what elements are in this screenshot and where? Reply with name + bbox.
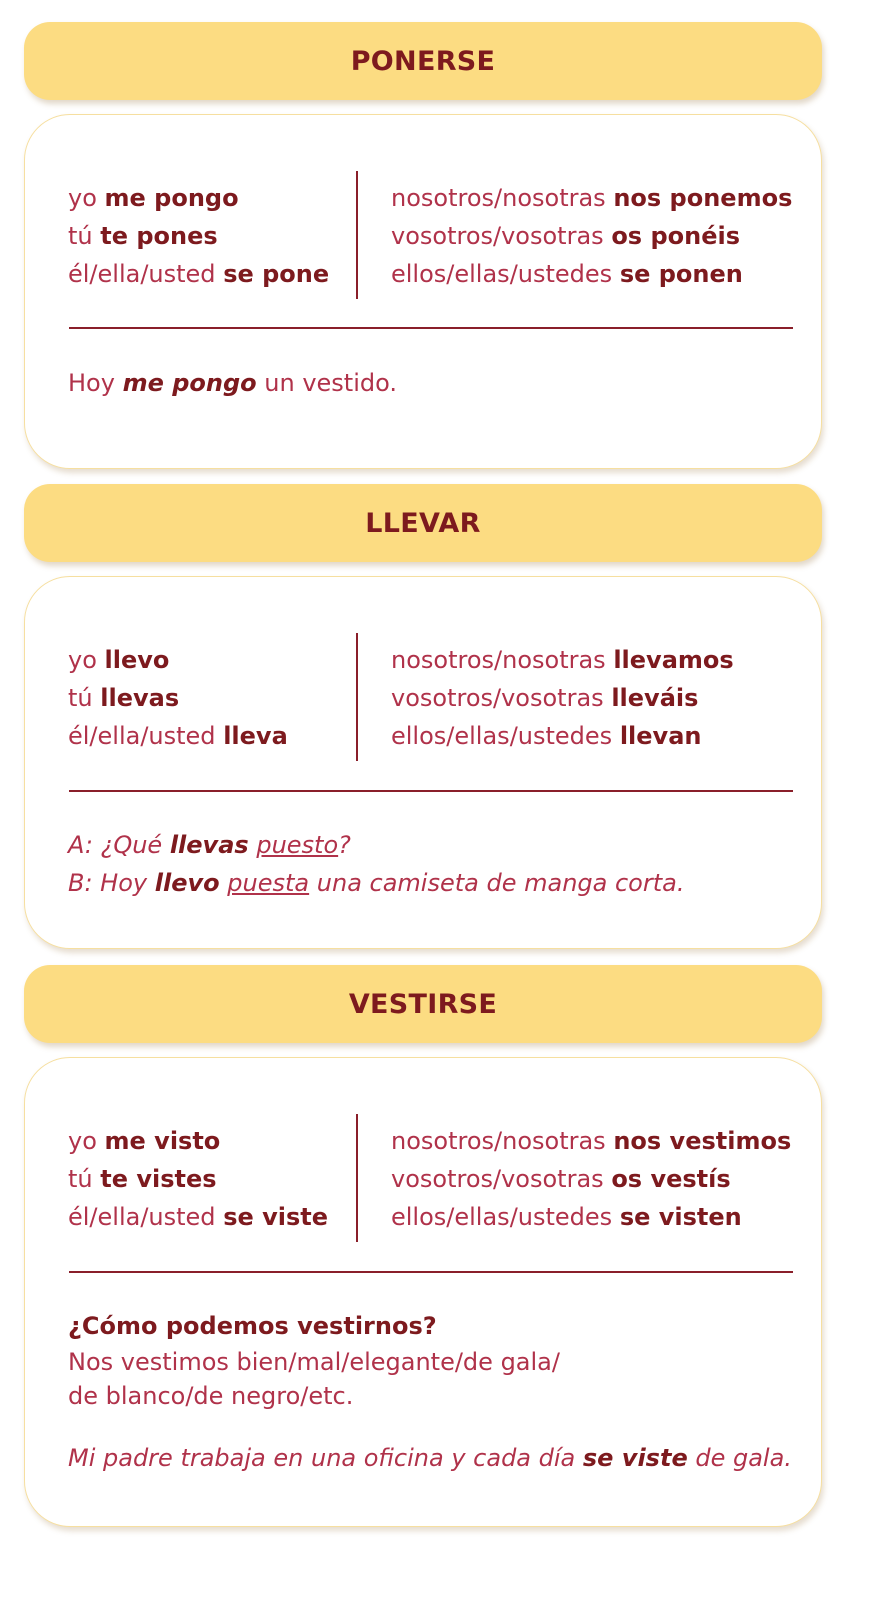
section-divider xyxy=(69,327,793,329)
conjugation-row: yo llevo xyxy=(68,646,170,674)
dialogue-line-b: B: Hoy llevo puesta una camiseta de manga corta. xyxy=(68,869,685,897)
column-divider xyxy=(356,633,358,761)
example-dialogue xyxy=(68,826,684,902)
conjugation-row: vosotros/vosotras os ponéis xyxy=(391,222,740,250)
section-divider xyxy=(69,1271,793,1273)
conjugation-row: ellos/ellas/ustedes se visten xyxy=(391,1203,742,1231)
conjugation-row: yo me pongo xyxy=(68,184,239,212)
conjugation-row: vosotros/vosotras os vestís xyxy=(391,1165,731,1193)
usage-question: ¿Cómo podemos vestirnos? xyxy=(68,1312,437,1340)
usage-notes xyxy=(68,1307,792,1477)
conjugation-row: nosotros/nosotras nos ponemos xyxy=(391,184,793,212)
conjugation-row: ellos/ellas/ustedes llevan xyxy=(391,722,702,750)
example-sentence: Hoy me pongo un vestido. xyxy=(68,369,398,397)
conjugation-row: tú llevas xyxy=(68,684,180,712)
usage-answer-line: Nos vestimos bien/mal/elegante/de gala/ xyxy=(68,1348,560,1376)
conjugation-row: tú te pones xyxy=(68,222,218,250)
conjugation-card-ponerse xyxy=(24,114,822,469)
conjugation-row: vosotros/vosotras lleváis xyxy=(391,684,699,712)
conjugation-row: nosotros/nosotras llevamos xyxy=(391,646,734,674)
conjugation-card-llevar xyxy=(24,576,822,949)
column-divider xyxy=(356,171,358,299)
column-divider xyxy=(356,1114,358,1242)
example-sentence: Mi padre trabaja en una oficina y cada día se viste de gala. xyxy=(68,1444,792,1472)
conjugation-row: él/ella/usted se pone xyxy=(68,260,330,288)
section-divider xyxy=(69,790,793,792)
conjugation-row: tú te vistes xyxy=(68,1165,217,1193)
usage-answer-line: de blanco/de negro/etc. xyxy=(68,1382,354,1410)
conjugation-row: él/ella/usted lleva xyxy=(68,722,288,750)
section-title-llevar: LLEVAR xyxy=(24,484,822,562)
conjugation-row: yo me visto xyxy=(68,1127,221,1155)
section-title-ponerse: PONERSE xyxy=(24,22,822,100)
section-title-vestirse: VESTIRSE xyxy=(24,965,822,1043)
conjugation-row: ellos/ellas/ustedes se ponen xyxy=(391,260,743,288)
conjugation-card-vestirse xyxy=(24,1057,822,1527)
dialogue-line-a: A: ¿Qué llevas puesto? xyxy=(68,831,351,859)
conjugation-row: nosotros/nosotras nos vestimos xyxy=(391,1127,792,1155)
conjugation-row: él/ella/usted se viste xyxy=(68,1203,329,1231)
